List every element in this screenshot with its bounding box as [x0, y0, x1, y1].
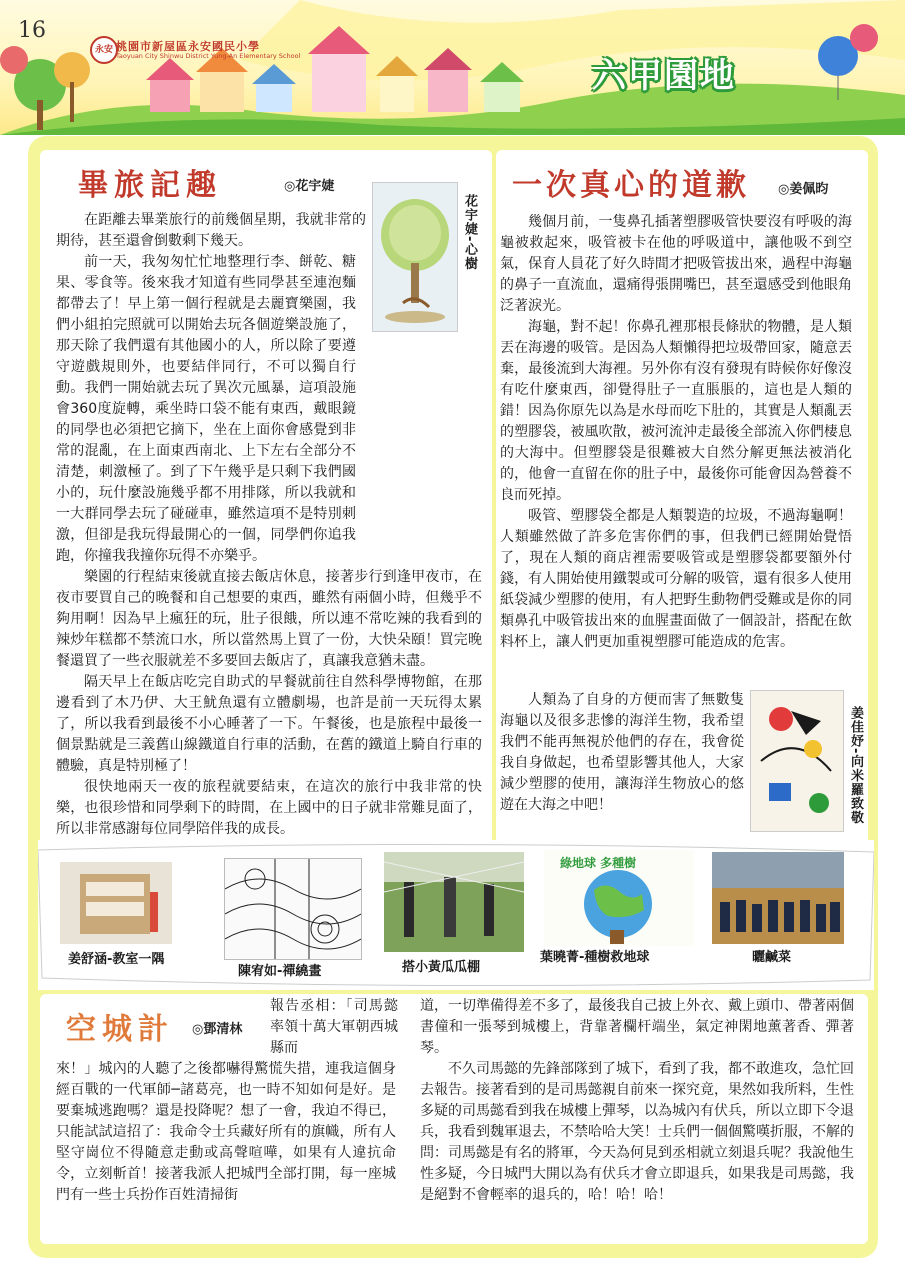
- earth-drawing-text: 綠地球 多種樹: [560, 856, 637, 870]
- article-2-paragraph: 幾個月前，一隻鼻孔插著塑膠吸管快要沒有呼吸的海龜被救起來，吸管被卡在他的呼吸道中，讓他吸不到空氣，保育人員花了好久時間才把吸管拔出來，過程中海龜的鼻子一直流血，還痛得張開嘴巴，甚至還感受到他眼角泛著淚光。: [500, 214, 852, 314]
- gallery-photo-earth-drawing: [544, 850, 694, 946]
- article-2-title: 一次真心的道歉: [512, 168, 750, 203]
- article-2-image-caption: 姜佳妤-向米羅致敬: [848, 706, 863, 825]
- article-3-lead: [270, 996, 398, 1059]
- article-1-body: [56, 252, 482, 852]
- school-logo: 永安: [90, 36, 118, 64]
- gallery-caption: 曬鹹菜: [752, 950, 792, 965]
- abstract-art-icon: [751, 691, 843, 831]
- zentangle-pattern-icon: [225, 859, 361, 959]
- section-title: 六甲園地: [592, 56, 736, 96]
- article-2-byline: ◎姜佩昀: [778, 182, 829, 197]
- gallery-caption: 陳宥如-禪繞畫: [238, 964, 322, 979]
- gallery-photo-cucumber-trellis: [384, 852, 524, 952]
- article-3-paragraph: 道，一切準備得差不多了，最後我自己披上外衣、戴上頭巾、帶著兩個書僮和一張琴到城樓上，背靠著欄杆端坐，氣定神閑地薰著香、彈著琴。: [420, 998, 854, 1056]
- miro-artwork: [750, 690, 844, 832]
- gallery-caption: 葉曉菁-種樹救地球: [540, 950, 650, 965]
- article-1-paragraph: 很快地兩天一夜的旅程就要結束，在這次的旅行中我非常的快樂，也很珍惜和同學剩下的時間，在上國中的日子就非常難見面了，所以非常感謝每位同學陪伴我的成長。: [56, 779, 482, 837]
- gallery-photo-zentangle: [224, 858, 362, 960]
- header-banner: [0, 0, 905, 135]
- article-2-body-end: [500, 690, 744, 816]
- article-1-image-caption: 花宇婕-心樹: [462, 194, 477, 271]
- gallery-caption: 姜舒涵-教室一隅: [68, 952, 165, 967]
- gallery-caption: 搭小黃瓜瓜棚: [402, 960, 481, 975]
- article-2-paragraph: 人類為了自身的方便而害了無數隻海龜以及很多悲慘的海洋生物，我希望我們不能再無視於他們的存在，我會從我自身做起，也希望影響其他人，大家減少塑膠的使用，讓海洋生物放心的悠遊在大海之中吧！: [500, 692, 744, 813]
- article-3-left-column: [56, 1059, 396, 1206]
- article-2-paragraph: 海龜，對不起！你鼻孔裡那根長條狀的物體，是人類丟在海邊的吸管。是因為人類懶得把垃圾帶回家，隨意丟棄，最後流到大海裡。另外你有沒有發現有時候你好像沒有吃什麼東西，卻覺得肚子一直脹脹的，這也是人類的錯！因為你原先以為是水母而吃下肚的，其實是人類亂丟的塑膠袋，被風吹散，被河流沖走最後全部流入你們棲息的大海中。但塑膠袋是很難被大自然分解更無法被消化的，他會一直留在你的肚子中，最後你可能會因為營養不良而死掉。: [500, 319, 852, 503]
- school-name: 桃園市新屋區永安國民小學: [116, 40, 260, 53]
- gallery-photo-pickled-greens: [712, 852, 844, 944]
- article-1-byline: ◎花宇婕: [284, 179, 335, 194]
- group-photo-icon: [712, 852, 844, 944]
- article-3-paragraph: 不久司馬懿的先鋒部隊到了城下，看到了我，都不敢進攻，急忙回去報告。接著看到的是司馬懿親自前來一探究竟，果然如我所料，生性多疑的司馬懿看到我在城樓上彈琴，以為城內有伏兵，所以立即下令退兵，我看到魏軍退去，不禁哈哈大笑！士兵們一個個驚嘆折服，不解的問：司馬懿是有名的將軍，今天為何見到丞相就立刻退兵呢？我說他生性多疑，今日城門大開以為有伏兵才會立即退兵，如果我是司馬懿，我是絕對不會輕率的退兵的，哈！哈！哈！: [420, 1061, 854, 1203]
- article-1-paragraph: 前一天，我匆匆忙忙地整理行李、餅乾、糖果、零食等。後來我才知道有些同學甚至連泡麵都帶去了！早上第一個行程就是去麗寶樂園，我們小組拍完照就可以開始去玩各個遊樂設施了，那天除了我們還有其他國小的人，所以除了要遵守遊戲規則外，也要結伴同行，不可以獨自行動。我們一開始就去玩了異次元風暴，這項設施會360度旋轉，乘坐時口袋不能有東西，戴眼鏡的同學也必須把它摘下，坐在上面你會感覺到非常的混亂，在上面東西南北、上下左右全部分不清楚，刺激極了。到了下午幾乎是只剩下我們國小的，玩什麼設施幾乎都不用排隊，所以我就和一大群同學去玩了碰碰車，雖然這項不是特別刺激，但卻是我玩得最開心的一個，同學們你追我跑，你撞我我撞你玩得不亦樂乎。: [56, 254, 356, 564]
- header-illustration: [0, 0, 905, 135]
- article-1-body-top: [56, 210, 366, 252]
- shelf-icon: [60, 862, 172, 944]
- article-3-title: 空城計: [66, 1012, 174, 1047]
- article-3-byline: ◎鄧清林: [192, 1022, 243, 1037]
- article-1-paragraph: 隔天早上在飯店吃完自助式的早餐就前往自然科學博物館，在那邊看到了木乃伊、大王魷魚還有立體劇場，也許是前一天玩得太累了，所以我看到最後不小心睡著了一下。午餐後，也是旅程中最後一個景點就是三義舊山線鐵道自行車的活動，在舊的鐵道上騎自行車的體驗，真是特別極了！: [56, 674, 482, 774]
- article-3-lead-text: 報告丞相：「司馬懿率領十萬大軍朝西城縣而: [270, 998, 398, 1056]
- article-1-paragraph: 樂園的行程結束後就直接去飯店休息，接著步行到逢甲夜市，在夜市要買自己的晚餐和自己想要的東西，雖然有兩個小時，但幾乎不夠用啊！因為早上瘋狂的玩，肚子很餓，所以連不常吃辣的我看到的辣炒年糕都不禁流口水，所以當然馬上買了一份，大快朵頤！買完晚餐還買了一些衣服就差不多要回去飯店了，真讓我意猶未盡。: [56, 569, 482, 669]
- page-number: 16: [18, 18, 46, 43]
- gallery-photo-classroom: [60, 862, 172, 944]
- article-2-paragraph: 吸管、塑膠袋全都是人類製造的垃圾，不過海龜啊！人類雖然做了許多危害你們的事，但我們已經開始覺悟了，現在人類的商店裡需要吸管或是塑膠袋都要額外付錢，有人開始使用鐵製或可分解的吸管，還有很多人使用紙袋減少塑膠的使用，有人把野生動物們受難或是你的同類鼻孔中吸管拔出來的血腥畫面做了一個設計，搭配在飲料杯上，讓人們更加重視塑膠可能造成的危害。: [500, 508, 852, 650]
- article-1-title: 畢旅記趣: [78, 168, 222, 203]
- article-3-paragraph: 來！」城內的人聽了之後都嚇得驚慌失措，連我這個身經百戰的一代軍師─諸葛亮，也一時不知如何是好。是要棄城逃跑嗎？還是投降呢？想了一會，我迫不得已，只能試試這招了：我命令士兵藏好所有的旗幟，所有人堅守崗位不得隨意走動或高聲喧嘩，如果有人違抗命令，立刻斬首！接著我派人把城門全部打開，每一座城門有一些士兵扮作百姓清掃街: [56, 1061, 396, 1203]
- school-name-english: Taoyuan City Shinwu District Yung-An Elementary School: [116, 52, 301, 60]
- article-3-right-column: [420, 996, 854, 1206]
- article-1-paragraph: 在距離去畢業旅行的前幾個星期，我就非常的期待，甚至還會倒數剩下幾天。: [56, 212, 366, 249]
- article-2-body: [500, 212, 852, 682]
- garden-icon: [384, 852, 524, 952]
